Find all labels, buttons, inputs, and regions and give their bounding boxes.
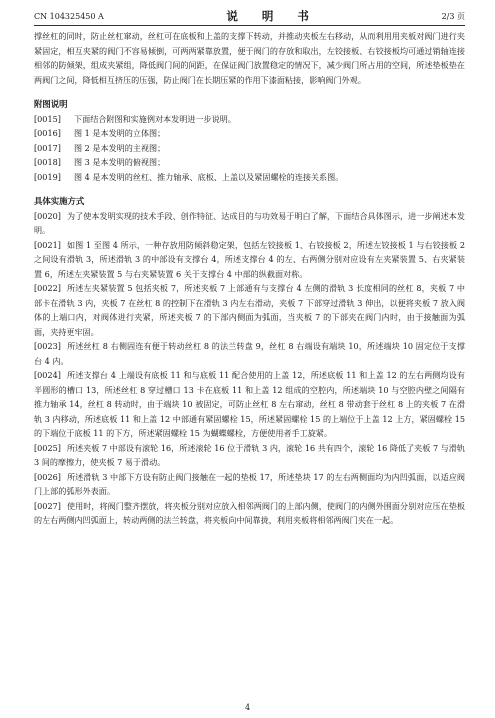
figure-item [34, 126, 465, 141]
paragraph-number: [0026] [34, 471, 61, 482]
paragraph-number: [0024] [34, 370, 61, 380]
paragraph-number: [0027] [34, 500, 61, 511]
page-indicator: 2/3 页 [441, 11, 465, 21]
figure-item-text: 图 1 是本发明的立体图； [74, 128, 166, 138]
paragraph-number: [0023] [34, 341, 61, 351]
paragraph-number: [0018] [34, 157, 61, 167]
paragraph-text: 如图 1 至图 4 所示，一种存放用防倾斜稳定架，包括左铰接板 1、右铰接板 2，所述左铰接板 1 与右铰接板 2 之间设有滑轨 3，所述滑轨 3 的中部设有支撑台 4，所述支撑台 4 的左、右两侧分别对应设有左夹紧装置 5、右夹紧装置 6，所述左夹紧装置 5 与右夹紧装置 6 关于支撑台 4 中部的纵截面对称。 [34, 239, 465, 279]
paragraph [34, 441, 465, 470]
paragraph [34, 499, 465, 528]
figure-item-text: 图 2 是本发明的主视图； [74, 142, 166, 153]
paragraph-text: 所述左夹紧装置 5 包括夹板 7，所述夹板 7 上部通有与支撑台 4 左侧的滑轨 3 长度相同的丝杠 8，夹板 7 中部卡在滑轨 3 内，夹板 7 在丝杠 8 的控制下在滑轨 3 内左右滑动，夹板 7 下部穿过滑轨 3 伸出，以便将夹板 7 放入阀体的上端口内，对阀体进行夹紧，所述夹板 7 的下部内侧面为弧面，当夹板 7 的下部夹在阀门内时，由于接触面为弧面，夹持更牢固。 [34, 283, 465, 337]
header-rule [34, 25, 465, 26]
figure-item [34, 170, 465, 185]
paragraph-number: [0025] [34, 442, 61, 453]
paragraph-number: [0020] [34, 210, 61, 221]
paragraph-text: 所述夹板 7 中部设有滚轮 16，所述滚轮 16 位于滑轨 3 内，滚轮 16 共有四个，滚轮 16 降低了夹板 7 与滑轨 3 间的摩擦力，使夹板 7 易于滑动。 [34, 442, 465, 467]
figure-item-text: 下面结合附图和实施例对本发明进一步说明。 [74, 113, 236, 124]
figure-item-text: 图 3 是本发明的俯视图； [74, 157, 166, 167]
page-number: 4 [244, 703, 251, 712]
figure-item [34, 112, 465, 127]
paragraph-number: [0022] [34, 283, 61, 293]
paragraph [34, 470, 465, 499]
paragraph-text: 所述支撑台 4 上端设有底板 11 和与底板 11 配合使用的上盖 12，所述底板 11 和上盖 12 的左右两侧均设有半圆形的槽口 13，所述丝杠 8 穿过槽口 13 卡在底板 11 和上盖 12 组成的空腔内，所述端块 10 与空腔内壁之间隔有推力轴承 14，丝杠 8 转动时，由于端块 10 被固定，可防止丝杠 8 左右窜动，丝杠 8 带动套于丝杠 8 上的夹板 7 在滑轨 3 内移动，所述底板 11 和上盖 12 中部通有紧固螺栓 15，所述紧固螺栓 15 的上端位于上盖 12 上方，紧固螺栓 15 的下端位于底板 11 的下方，所述紧固螺栓 15 为蝴蝶螺栓，方便使用者手工旋紧。 [34, 370, 465, 438]
paragraph-text: 为了使本发明实现的技术手段、创作特征、达成目的与功效易于明白了解，下面结合具体图示，进一步阐述本发明。 [34, 210, 465, 235]
section-heading-embodiment: 具体实施方式 [34, 196, 85, 206]
paragraph [34, 238, 465, 282]
figure-item [34, 155, 465, 170]
paragraph [34, 339, 465, 368]
paragraph-number: [0017] [34, 142, 61, 153]
intro-paragraph: 撑丝杠的同时，防止丝杠窜动，丝杠可在底板和上盖的支撑下转动，并推动夹板左右移动，从而利用用夹板对阀门进行夹紧固定，相互夹紧的阀门不容易倾倒，可两两紧靠放置，便于阀门的存放和取出，左铰接板、右铰接板均可通过销轴连接相邻的防倾架，组成夹紧组，降低阀门间的间距，在保证阀门放置稳定的情况下，减少阀门所占用的空间，所述垫板垫在两阀门之间，降低相互挤压的压强，防止阀门在长期压紧的作用下漆面粘接，影响阀门外观。 [34, 31, 465, 85]
paragraph [34, 368, 465, 441]
figure-item [34, 141, 465, 156]
paragraph-number: [0021] [34, 239, 61, 250]
paragraph-text: 所述滑轨 3 中部下方设有防止阀门接触在一起的垫板 17，所述垫块 17 的左右两侧面均为内凹弧面，以适应阀门上部的弧形外表面。 [34, 471, 465, 496]
section-heading-figures: 附图说明 [34, 99, 68, 109]
document-body [34, 29, 465, 528]
document-title: 说 明 书 [226, 9, 319, 23]
figure-list [34, 112, 465, 185]
paragraph-number: [0015] [34, 113, 61, 124]
paragraph [34, 209, 465, 238]
embodiment-paragraphs [34, 209, 465, 528]
document-number: CN 104325450 A [34, 11, 104, 21]
paragraph-text: 所述丝杠 8 右侧固连有便于转动丝杠 8 的法兰转盘 9，丝杠 8 右端设有端块 10，所述端块 10 固定位于支撑台 4 内。 [34, 341, 465, 366]
page-header [34, 8, 465, 24]
paragraph-number: [0019] [34, 171, 61, 182]
paragraph [34, 281, 465, 339]
paragraph-number: [0016] [34, 128, 61, 138]
paragraph-text: 使用时，将阀门整齐摆放，将夹板分别对应放入相邻两阀门的上部内侧，使阀门的内侧外围面分别对应压在垫板的左右两侧内凹弧面上，转动两侧的法兰转盘，将夹板向中间靠拢，利用夹板将相邻两阀门夹在一起。 [34, 500, 465, 525]
figure-item-text: 图 4 是本发明的丝杠、推力轴承、底板、上盖以及紧固螺栓的连接关系图。 [74, 171, 344, 182]
